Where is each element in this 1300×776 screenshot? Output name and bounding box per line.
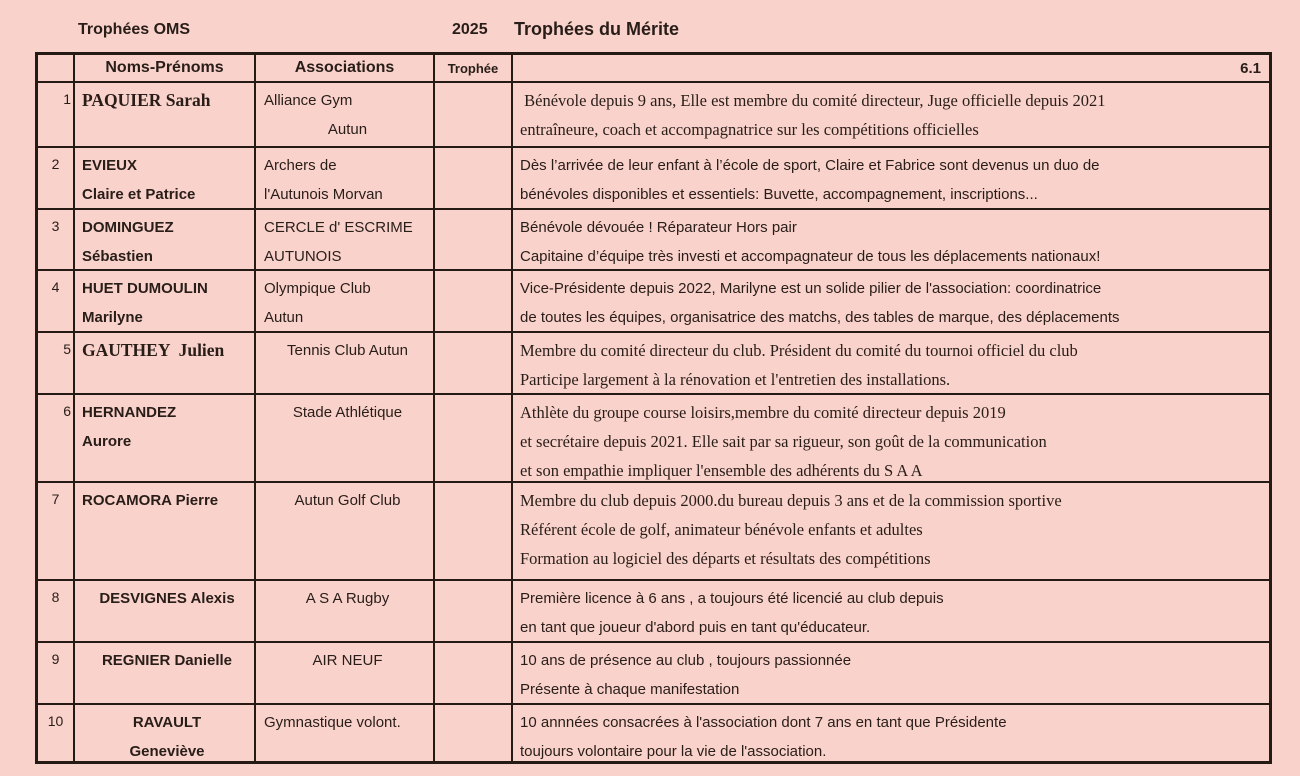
description-line: Présente à chaque manifestation <box>520 681 740 698</box>
name-line: Aurore <box>82 433 132 450</box>
table-row <box>38 581 1269 643</box>
description-line: bénévoles disponibles et essentiels: Buvette, accompagnement, inscriptions... <box>520 186 1038 203</box>
association-line: Olympique Club <box>264 280 371 297</box>
description-cell <box>513 643 1269 703</box>
header-row <box>38 55 1269 83</box>
description-line: 10 ans de présence au club , toujours passionnée <box>520 652 852 669</box>
association-cell <box>256 643 435 703</box>
description-cell <box>513 210 1269 269</box>
name-line: HERNANDEZ <box>82 404 177 421</box>
association-cell <box>256 271 435 331</box>
row-number: 3 <box>38 210 75 269</box>
association-line: Gymnastique volont. <box>264 714 401 731</box>
association-cell <box>256 333 435 393</box>
trophy-cell <box>435 83 513 146</box>
table-row <box>38 395 1269 483</box>
description-line: Référent école de golf, animateur bénévole enfants et adultes <box>520 520 923 539</box>
description-line: Première licence à 6 ans , a toujours été licencié au club depuis <box>520 590 944 607</box>
trophy-cell <box>435 271 513 331</box>
row-number: 7 <box>38 483 75 579</box>
description-line: et son empathie impliquer l'ensemble des adhérents du S A A <box>520 461 923 480</box>
name-line: Geneviève <box>129 743 205 760</box>
name-cell <box>75 83 256 146</box>
description-line: Capitaine d’équipe très investi et accompagnateur de tous les déplacements nationaux! <box>520 248 1101 265</box>
document-year: 2025 <box>452 21 488 38</box>
name-line: DESVIGNES Alexis <box>99 590 235 607</box>
trophy-cell <box>435 210 513 269</box>
name-cell <box>75 395 256 481</box>
row-number: 9 <box>38 643 75 703</box>
table-row <box>38 210 1269 271</box>
association-cell <box>256 395 435 481</box>
table-row <box>38 643 1269 705</box>
row-number: 8 <box>38 581 75 641</box>
name-line: GAUTHEY Julien <box>82 340 225 360</box>
trophy-cell <box>435 705 513 761</box>
association-line: Tennis Club Autun <box>287 342 408 359</box>
trophy-cell <box>435 395 513 481</box>
name-line: Claire et Patrice <box>82 186 196 203</box>
name-cell <box>75 210 256 269</box>
association-line: Stade Athlétique <box>292 404 403 421</box>
association-line: Autun Golf Club <box>294 492 401 509</box>
table-row <box>38 271 1269 333</box>
description-cell <box>513 483 1269 579</box>
name-cell <box>75 643 256 703</box>
header-num <box>38 55 75 81</box>
description-line: Membre du comité directeur du club. Président du comité du tournoi officiel du club <box>520 341 1078 360</box>
association-cell <box>256 210 435 269</box>
association-cell <box>256 705 435 761</box>
description-line: Athlète du groupe course loisirs,membre du comité directeur depuis 2019 <box>520 403 1006 422</box>
description-line: Bénévole depuis 9 ans, Elle est membre du comité directeur, Juge officielle depuis 2021 <box>520 91 1106 110</box>
name-cell <box>75 271 256 331</box>
header-ref: 6.1 <box>1240 59 1261 77</box>
table-row <box>38 83 1269 148</box>
header-trophy: Trophée <box>435 55 513 81</box>
association-line: Autun <box>264 309 304 326</box>
name-cell <box>75 705 256 761</box>
row-number: 5 <box>38 333 75 393</box>
association-cell <box>256 581 435 641</box>
name-line: EVIEUX <box>82 157 138 174</box>
name-cell <box>75 148 256 208</box>
trophy-cell <box>435 333 513 393</box>
name-line: Marilyne <box>82 309 143 326</box>
association-line: AIR NEUF <box>312 652 383 669</box>
name-line: HUET DUMOULIN <box>82 280 208 297</box>
description-line: entraîneure, coach et accompagnatrice sur les compétitions officielles <box>520 120 979 139</box>
table-row <box>38 483 1269 581</box>
row-number: 6 <box>38 395 75 481</box>
document-title-left: Trophées OMS <box>78 21 191 38</box>
name-line: ROCAMORA Pierre <box>82 492 219 509</box>
description-cell <box>513 271 1269 331</box>
description-line: Membre du club depuis 2000.du bureau depuis 3 ans et de la commission sportive <box>520 491 1062 510</box>
association-line: l'Autunois Morvan <box>264 186 383 203</box>
description-line: de toutes les équipes, organisatrice des matchs, des tables de marque, des déplacements <box>520 309 1120 326</box>
header-names: Noms-Prénoms <box>75 55 256 81</box>
trophy-cell <box>435 483 513 579</box>
row-number: 2 <box>38 148 75 208</box>
header-associations: Associations <box>256 55 435 81</box>
trophy-cell <box>435 148 513 208</box>
document-title-right: Trophées du Mérite <box>514 19 680 39</box>
association-line: Archers de <box>264 157 337 174</box>
association-cell <box>256 483 435 579</box>
name-line: Sébastien <box>82 248 153 265</box>
association-cell <box>256 83 435 146</box>
name-cell <box>75 483 256 579</box>
row-number: 1 <box>38 83 75 146</box>
description-cell <box>513 333 1269 393</box>
trophy-cell <box>435 581 513 641</box>
description-line: Formation au logiciel des départs et résultats des compétitions <box>520 549 931 568</box>
awards-table <box>35 52 1272 764</box>
association-line: Alliance Gym <box>264 92 353 109</box>
table-row <box>38 148 1269 210</box>
association-line: A S A Rugby <box>305 590 390 607</box>
description-line: Participe largement à la rénovation et l'entretien des installations. <box>520 370 951 389</box>
row-number: 4 <box>38 271 75 331</box>
description-line: toujours volontaire pour la vie de l'association. <box>520 743 827 760</box>
name-line: REGNIER Danielle <box>101 652 233 669</box>
association-cell <box>256 148 435 208</box>
description-line: et secrétaire depuis 2021. Elle sait par sa rigueur, son goût de la communication <box>520 432 1047 451</box>
description-line: Bénévole dévouée ! Réparateur Hors pair <box>520 219 797 236</box>
table-row <box>38 705 1269 761</box>
description-cell <box>513 705 1269 761</box>
name-line: PAQUIER Sarah <box>82 90 211 110</box>
description-cell <box>513 148 1269 208</box>
name-line: RAVAULT <box>132 714 202 731</box>
description-line: Dès l’arrivée de leur enfant à l’école de sport, Claire et Fabrice sont devenus un duo de <box>520 157 1100 174</box>
trophy-cell <box>435 643 513 703</box>
row-number: 10 <box>38 705 75 761</box>
description-cell <box>513 395 1269 481</box>
table-row <box>38 333 1269 395</box>
name-cell <box>75 581 256 641</box>
association-line: Autun <box>327 121 368 138</box>
description-line: 10 annnées consacrées à l'association dont 7 ans en tant que Présidente <box>520 714 1007 731</box>
association-line: CERCLE d' ESCRIME <box>264 219 413 236</box>
description-cell <box>513 83 1269 146</box>
name-line: DOMINGUEZ <box>82 219 174 236</box>
description-line: Vice-Présidente depuis 2022, Marilyne est un solide pilier de l'association: coordinatrice <box>520 280 1102 297</box>
description-line: en tant que joueur d'abord puis en tant qu'éducateur. <box>520 619 871 636</box>
association-line: AUTUNOIS <box>264 248 342 265</box>
title-bar <box>0 21 1300 47</box>
name-cell <box>75 333 256 393</box>
description-cell <box>513 581 1269 641</box>
